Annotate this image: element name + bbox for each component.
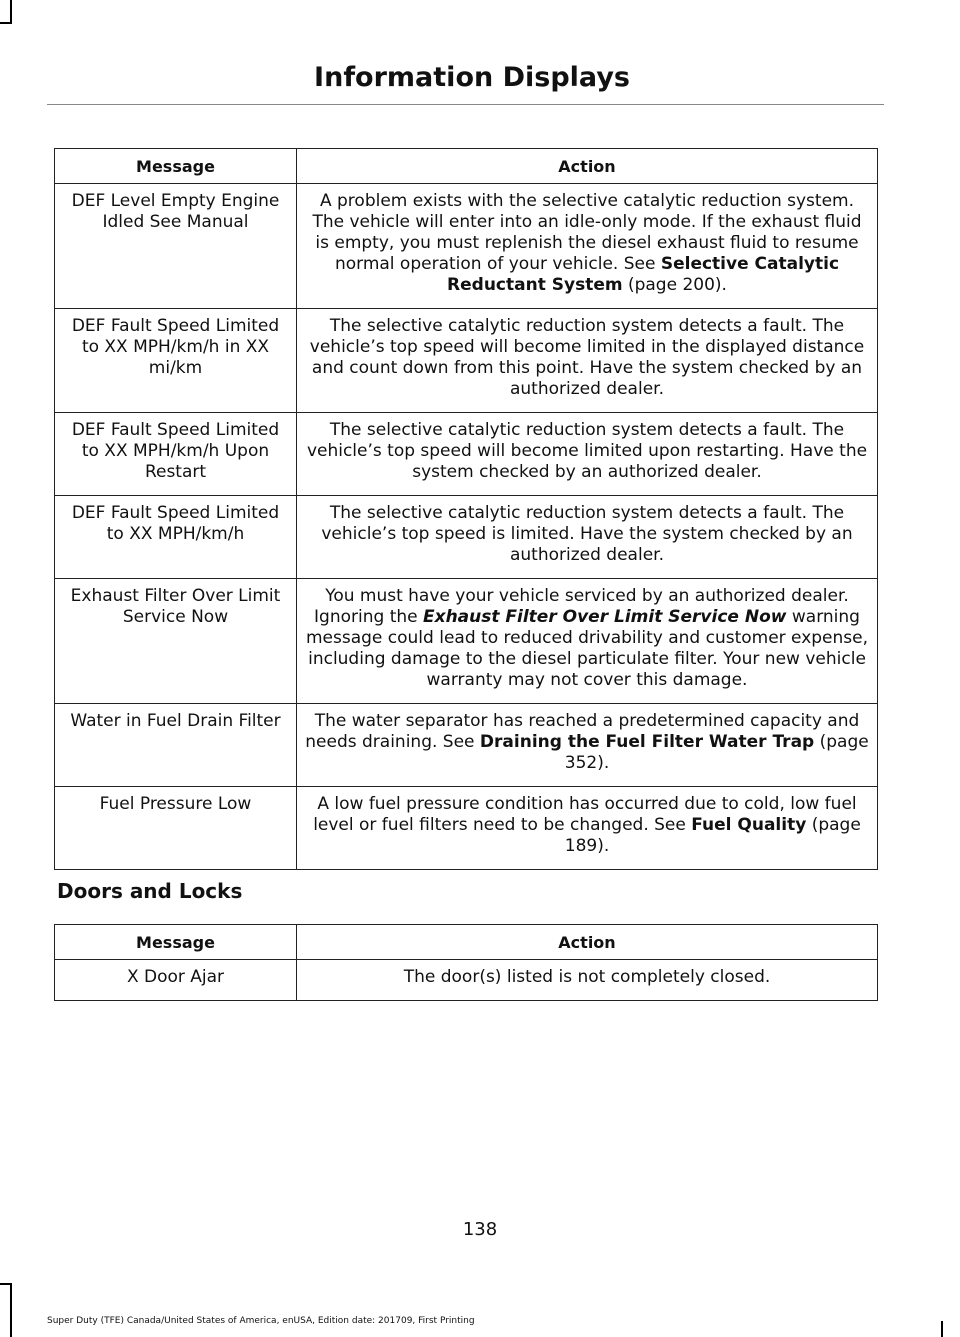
page-reference: (page 200).	[622, 275, 727, 295]
title-divider	[47, 104, 884, 105]
action-cell	[297, 787, 878, 870]
page-reference: (page 352).	[564, 732, 869, 773]
cross-reference-link[interactable]: Selective Catalytic Reductant System	[447, 254, 840, 295]
action-text: warning message could lead to reduced drivability and customer expense, including damage to the diesel particulate filter. Your new vehicle warranty may not cover this damage.	[305, 607, 869, 690]
table-row	[55, 413, 878, 496]
crop-mark	[941, 1321, 943, 1337]
crop-mark	[10, 1283, 12, 1337]
message-cell: X Door Ajar	[55, 960, 297, 1001]
column-header-action: Action	[297, 149, 878, 184]
page-reference: (page 189).	[564, 815, 861, 856]
table-row	[55, 309, 878, 413]
action-cell	[297, 184, 878, 309]
table-row	[55, 496, 878, 579]
column-header-message: Message	[55, 149, 297, 184]
table-row	[55, 579, 878, 704]
message-cell: Exhaust Filter Over Limit Service Now	[55, 579, 297, 704]
section-heading: Doors and Locks	[57, 879, 243, 903]
message-cell: Water in Fuel Drain Filter	[55, 704, 297, 787]
action-cell: The door(s) listed is not completely closed.	[297, 960, 878, 1001]
message-cell: DEF Fault Speed Limited to XX MPH/km/h	[55, 496, 297, 579]
table-header-row	[55, 925, 878, 960]
action-text: A low fuel pressure condition has occurred due to cold, low fuel level or fuel filters need to be changed. See	[313, 794, 857, 835]
table-row	[55, 960, 878, 1001]
message-cell: DEF Fault Speed Limited to XX MPH/km/h Upon Restart	[55, 413, 297, 496]
page-title: Information Displays	[314, 62, 630, 93]
cross-reference-link[interactable]: Fuel Quality	[691, 815, 807, 835]
table-row	[55, 184, 878, 309]
table-header-row	[55, 149, 878, 184]
message-table	[54, 148, 878, 870]
action-cell: The selective catalytic reduction system detects a fault. The vehicle’s top speed will become limited in the displayed distance and count down from this point. Have the system checked by an authorized dealer.	[297, 309, 878, 413]
action-cell: The selective catalytic reduction system detects a fault. The vehicle’s top speed is limited. Have the system checked by an authorized dealer.	[297, 496, 878, 579]
table-row	[55, 787, 878, 870]
action-cell: The selective catalytic reduction system detects a fault. The vehicle’s top speed will become limited upon restarting. Have the system checked by an authorized dealer.	[297, 413, 878, 496]
column-header-message: Message	[55, 925, 297, 960]
message-cell: DEF Fault Speed Limited to XX MPH/km/h in XX mi/km	[55, 309, 297, 413]
edition-footer: Super Duty (TFE) Canada/United States of America, enUSA, Edition date: 201709, First Printing	[47, 1316, 475, 1326]
doors-table	[54, 924, 878, 1001]
table-row	[55, 704, 878, 787]
cross-reference-link[interactable]: Draining the Fuel Filter Water Trap	[479, 732, 815, 752]
page-number: 138	[462, 1219, 498, 1240]
crop-mark	[10, 0, 12, 22]
warning-message-name: Exhaust Filter Over Limit Service Now	[423, 607, 787, 627]
action-cell	[297, 579, 878, 704]
action-cell	[297, 704, 878, 787]
action-text: You must have your vehicle serviced by an authorized dealer. Ignoring the	[314, 586, 849, 627]
column-header-action: Action	[297, 925, 878, 960]
message-cell: Fuel Pressure Low	[55, 787, 297, 870]
action-text: A problem exists with the selective catalytic reduction system. The vehicle will enter into an idle-only mode. If the exhaust fluid is empty, you must replenish the diesel exhaust fluid to resume normal operation of your vehicle. See	[312, 191, 862, 274]
crop-mark	[0, 22, 12, 24]
crop-mark	[0, 1283, 12, 1285]
action-text: The water separator has reached a predetermined capacity and needs draining. See	[305, 711, 860, 752]
message-cell: DEF Level Empty Engine Idled See Manual	[55, 184, 297, 309]
